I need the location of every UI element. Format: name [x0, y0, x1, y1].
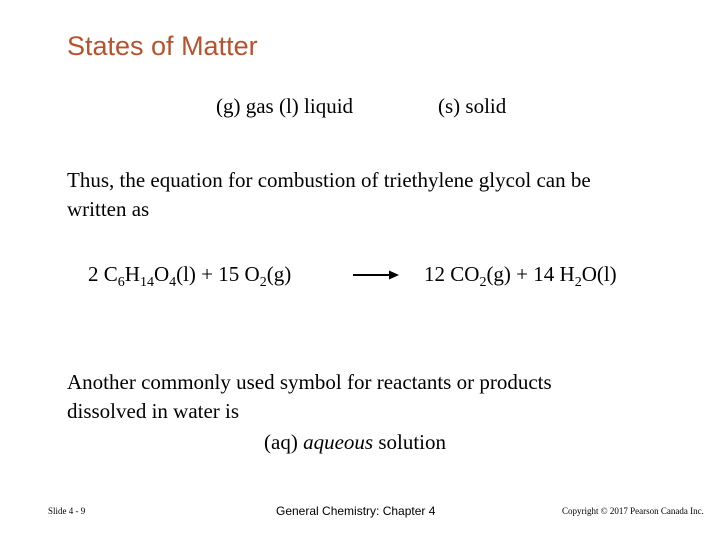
- eq-subscript: 14: [139, 275, 154, 290]
- eq-subscript: 2: [259, 275, 267, 290]
- eq-text: 12 CO: [424, 262, 480, 286]
- footer-copyright: Copyright © 2017 Pearson Canada Inc.: [562, 506, 704, 516]
- eq-subscript: 2: [574, 275, 582, 290]
- slide-title: States of Matter: [67, 31, 258, 61]
- aqueous-line-2: dissolved in water is: [67, 399, 240, 423]
- eq-text: O(l): [581, 262, 617, 286]
- aqueous-line-1: Another commonly used symbol for reactants or products: [67, 370, 552, 394]
- states-gas-liquid: (g) gas (l) liquid: [216, 94, 354, 118]
- aq-italic-word: aqueous: [303, 430, 374, 454]
- aq-prefix: (aq): [264, 430, 304, 454]
- eq-text: (l) + 15 O: [176, 262, 260, 286]
- eq-text: O: [153, 262, 170, 286]
- aqueous-definition: [264, 430, 446, 455]
- intro-line-2: written as: [67, 197, 150, 221]
- eq-subscript: 2: [479, 275, 487, 290]
- eq-text: 2 C: [88, 262, 118, 286]
- eq-text: (g) + 14 H: [486, 262, 575, 286]
- intro-paragraph: [67, 166, 591, 224]
- aqueous-paragraph: [67, 368, 552, 426]
- aq-suffix: solution: [373, 430, 446, 454]
- reaction-arrow-icon: [353, 269, 399, 281]
- eq-text: (g): [266, 262, 292, 286]
- equation-reactants: [88, 262, 292, 290]
- eq-subscript: 6: [117, 275, 125, 290]
- states-solid: (s) solid: [438, 94, 507, 118]
- slide-number: Slide 4 - 9: [48, 506, 86, 516]
- footer-chapter: General Chemistry: Chapter 4: [276, 504, 436, 518]
- eq-text: H: [124, 262, 140, 286]
- intro-line-1: Thus, the equation for combustion of triethylene glycol can be: [67, 168, 591, 192]
- equation-products: [424, 262, 617, 290]
- eq-subscript: 4: [169, 275, 177, 290]
